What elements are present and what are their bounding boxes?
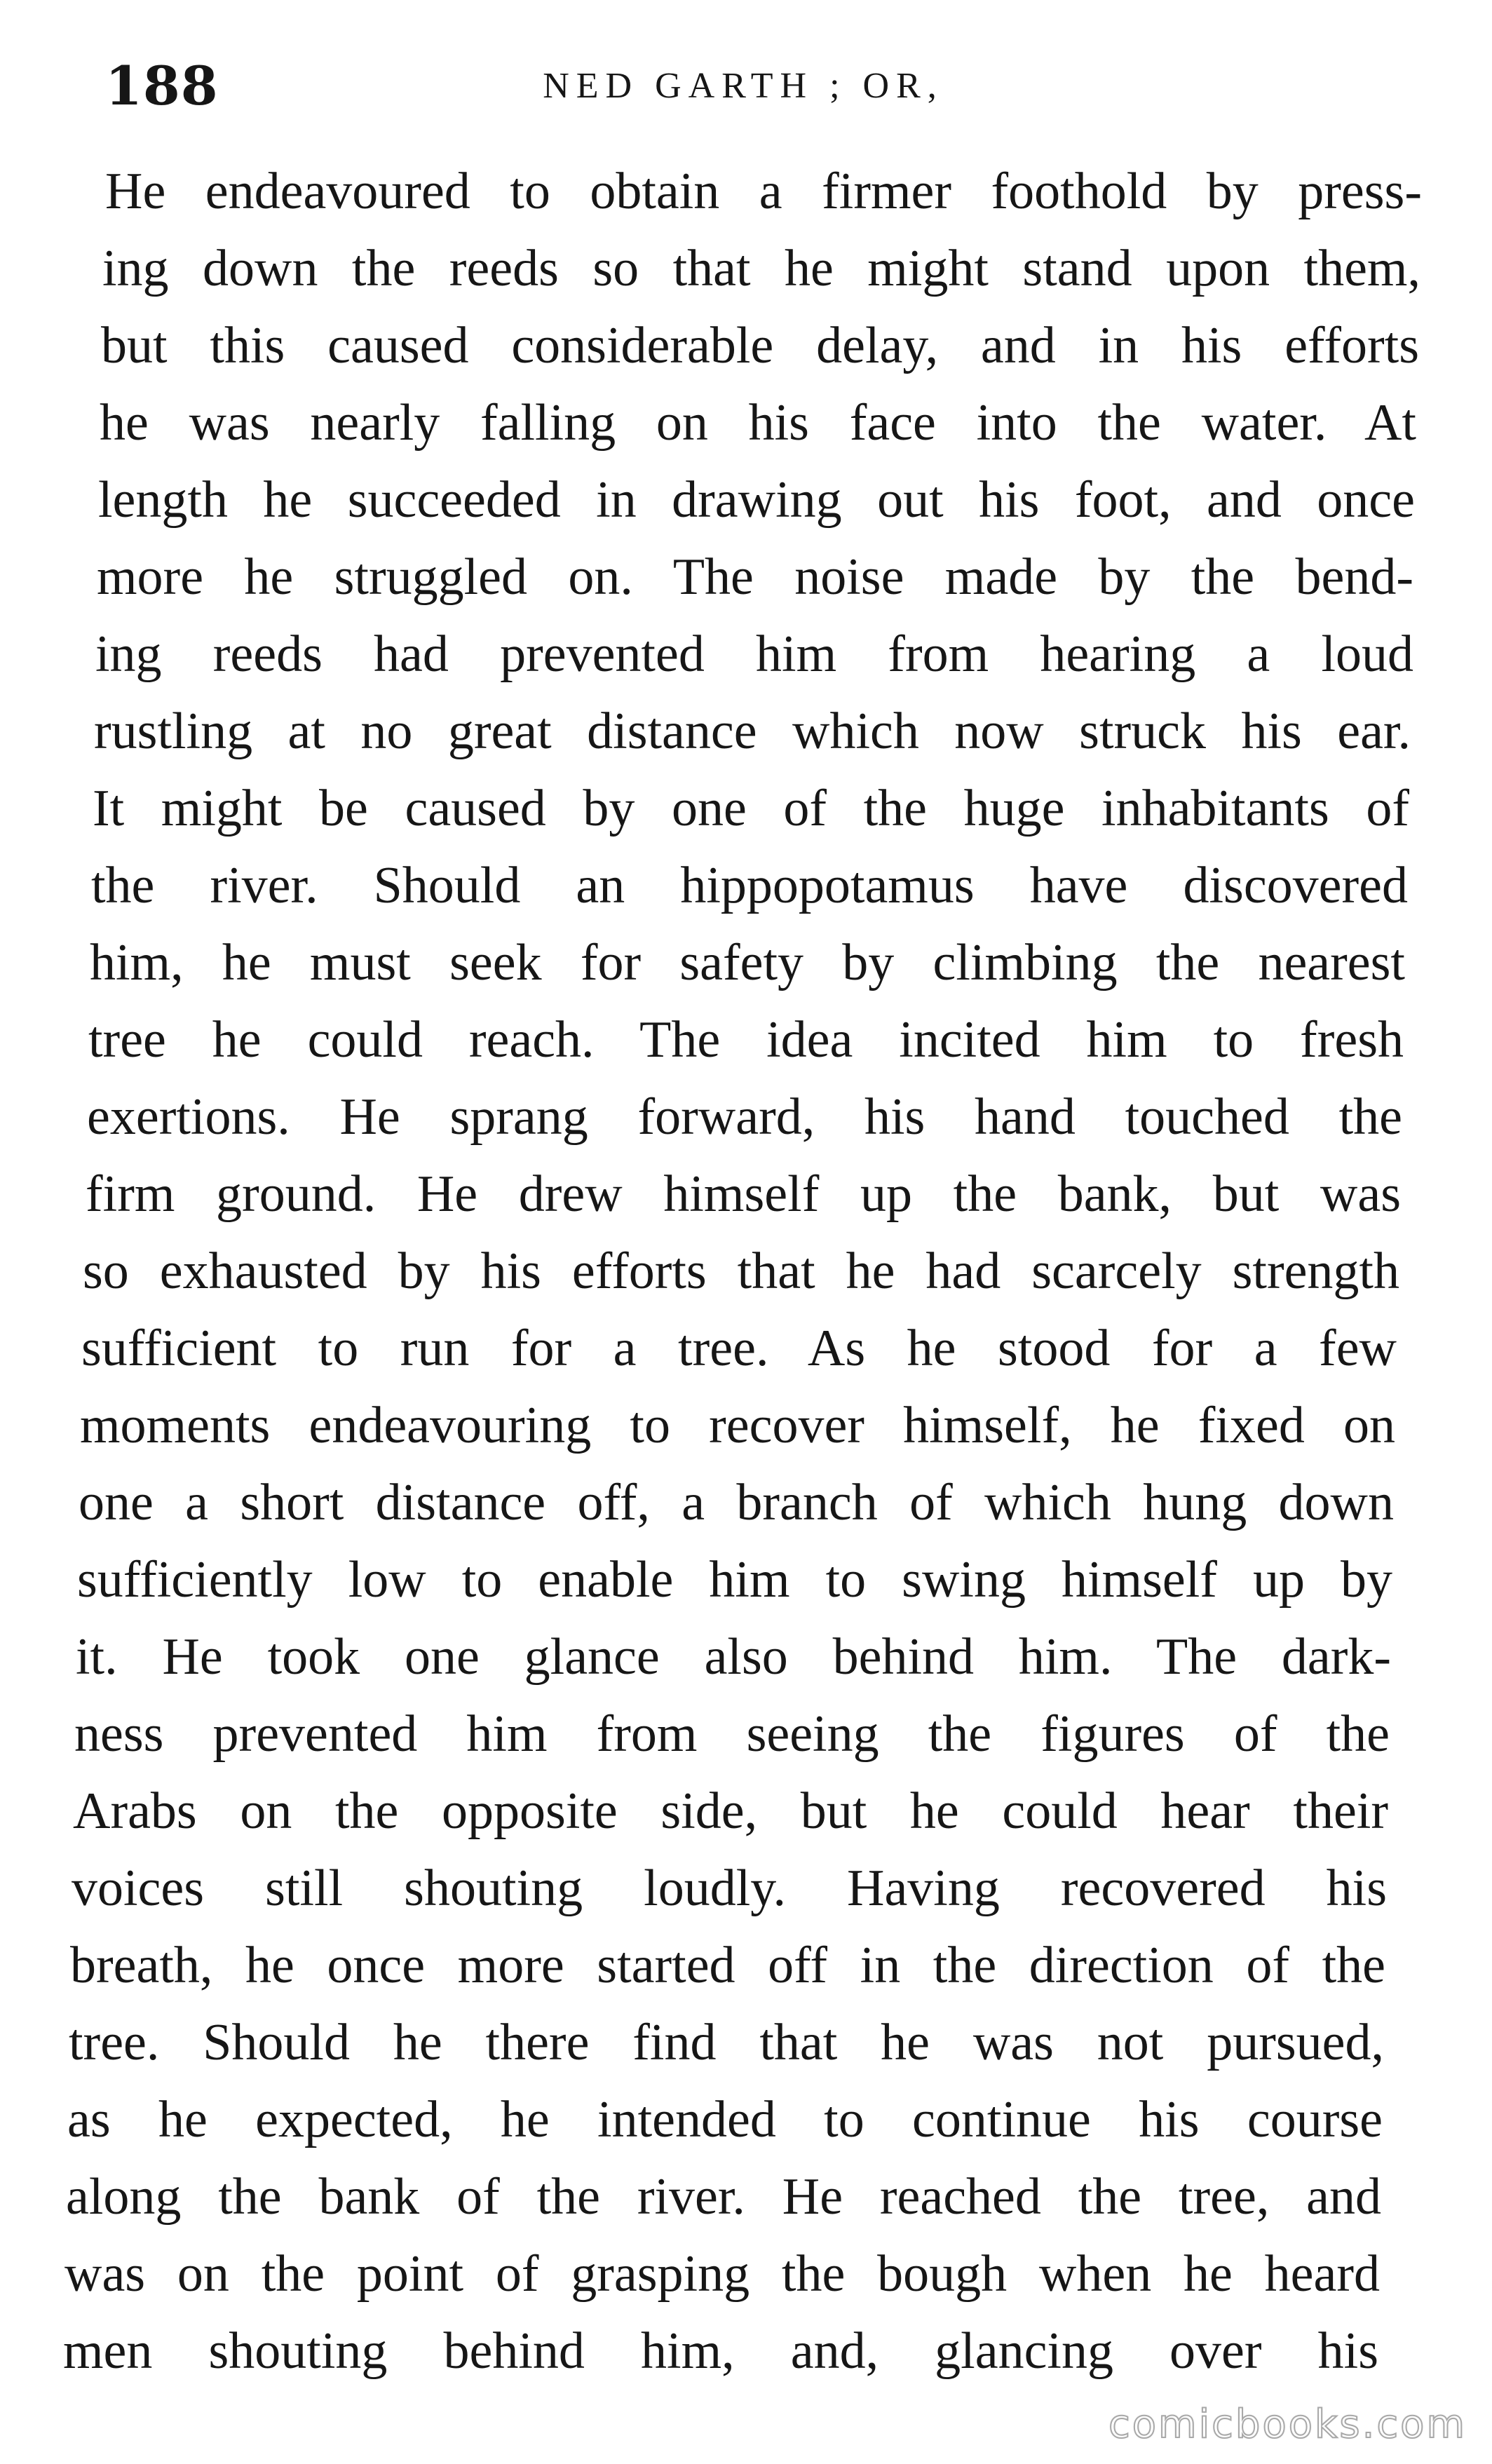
text-line: breath, he once more started off in the direction of the (70, 1937, 1385, 1994)
text-line: along the bank of the river. He reached the tree, and (66, 2168, 1381, 2226)
page-number: 188 (105, 55, 219, 117)
text-line: but this caused considerable delay, and in his efforts (101, 317, 1419, 374)
text-line: Arabs on the opposite side, but he could hear their (73, 1782, 1388, 1840)
text-line: the river. Should an hippopotamus have discovered (91, 857, 1408, 914)
text-line: him, he must seek for safety by climbing the nearest (90, 934, 1405, 991)
text-line: ing down the reeds so that he might stand upon them, (102, 240, 1420, 297)
text-line: tree he could reach. The idea incited him to fresh (88, 1011, 1404, 1069)
text-line: was on the point of grasping the bough when he heard (65, 2245, 1380, 2303)
watermark: comicbooks.com (1108, 2402, 1467, 2447)
text-line: He endeavoured to obtain a firmer foothold by press- (105, 163, 1422, 220)
text-line: firm ground. He drew himself up the bank, but was (86, 1165, 1401, 1223)
text-line: exertions. He sprang forward, his hand touched the (87, 1088, 1402, 1146)
running-head: NED GARTH ; OR, (543, 66, 944, 106)
text-line: voices still shouting loudly. Having recovered his (72, 1860, 1387, 1917)
text-line: he was nearly falling on his face into the water. At (100, 394, 1416, 452)
text-line: moments endeavouring to recover himself, he fixed on (80, 1397, 1395, 1454)
text-line: ness prevented him from seeing the figures of the (74, 1705, 1390, 1763)
text-line: tree. Should he there find that he was not pursued, (69, 2014, 1384, 2071)
text-line: men shouting behind him, and, glancing over his (63, 2322, 1378, 2380)
page-header (105, 48, 1402, 125)
text-line: It might be caused by one of the huge inhabitants of (93, 780, 1409, 837)
text-line: length he succeeded in drawing out his foot, and once (98, 471, 1415, 529)
text-line: ing reeds had prevented him from hearing a loud (95, 625, 1413, 683)
text-line: sufficient to run for a tree. As he stood for a few (81, 1320, 1397, 1377)
text-line: more he struggled on. The noise made by the bend- (97, 548, 1413, 606)
text-line: rustling at no great distance which now struck his ear. (94, 703, 1411, 760)
text-line: as he expected, he intended to continue his course (67, 2091, 1383, 2148)
text-line: it. He took one glance also behind him. The dark- (76, 1628, 1391, 1686)
text-line: so exhausted by his efforts that he had scarcely strength (83, 1243, 1399, 1300)
text-line: one a short distance off, a branch of which hung down (79, 1474, 1394, 1531)
text-line: sufficiently low to enable him to swing himself up by (77, 1551, 1392, 1609)
